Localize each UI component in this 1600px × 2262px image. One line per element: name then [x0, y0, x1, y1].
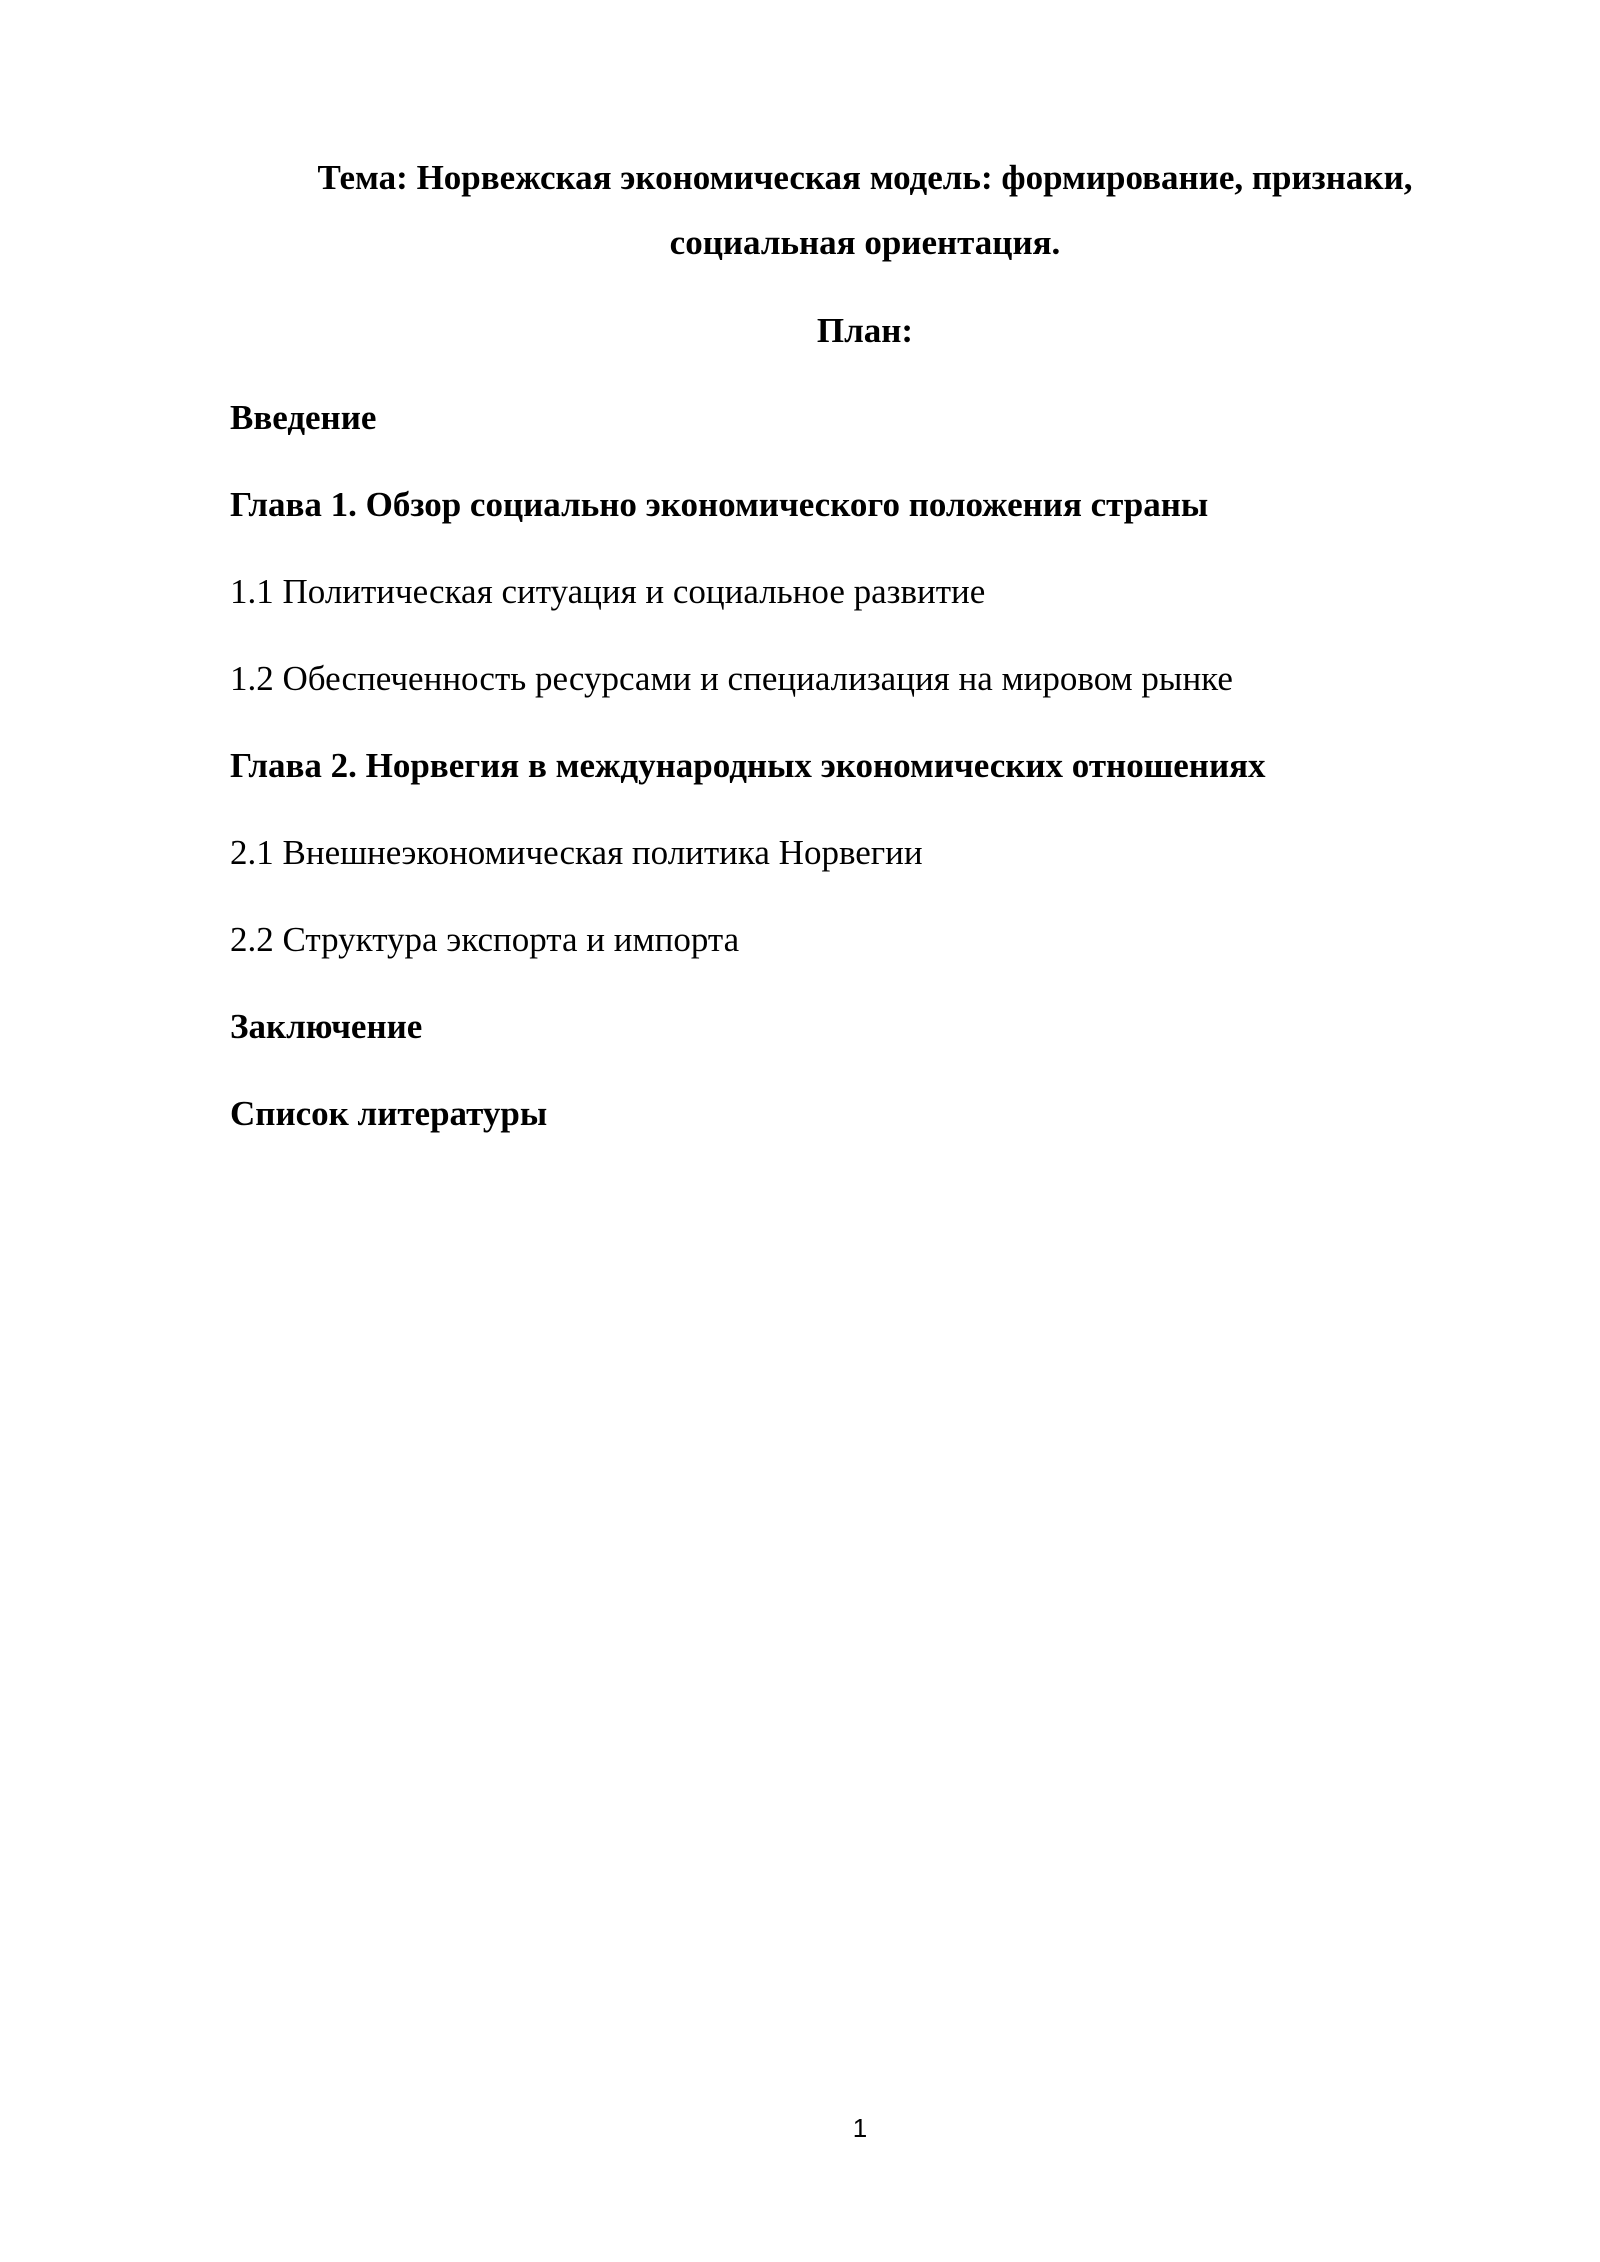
toc-item-introduction: Введение	[230, 398, 377, 437]
toc-item-section-1-2: 1.2 Обеспеченность ресурсами и специализация на мировом рынке	[230, 659, 1233, 698]
toc-item-bibliography: Список литературы	[230, 1094, 548, 1133]
plan-heading: План:	[816, 311, 914, 350]
page-number: 1	[852, 2113, 868, 2143]
toc-item-chapter-2: Глава 2. Норвегия в международных экономических отношениях	[230, 746, 1266, 785]
toc-item-conclusion: Заключение	[230, 1007, 423, 1046]
document-title-line-2: социальная ориентация.	[669, 223, 1061, 262]
toc-item-section-2-2: 2.2 Структура экспорта и импорта	[230, 920, 740, 959]
toc-item-chapter-1: Глава 1. Обзор социально экономического положения страны	[230, 485, 1209, 524]
toc-item-section-2-1: 2.1 Внешнеэкономическая политика Норвегии	[230, 833, 923, 872]
document-title-line-1: Тема: Норвежская экономическая модель: формирование, признаки,	[317, 158, 1413, 197]
toc-item-section-1-1: 1.1 Политическая ситуация и социальное развитие	[230, 572, 986, 611]
